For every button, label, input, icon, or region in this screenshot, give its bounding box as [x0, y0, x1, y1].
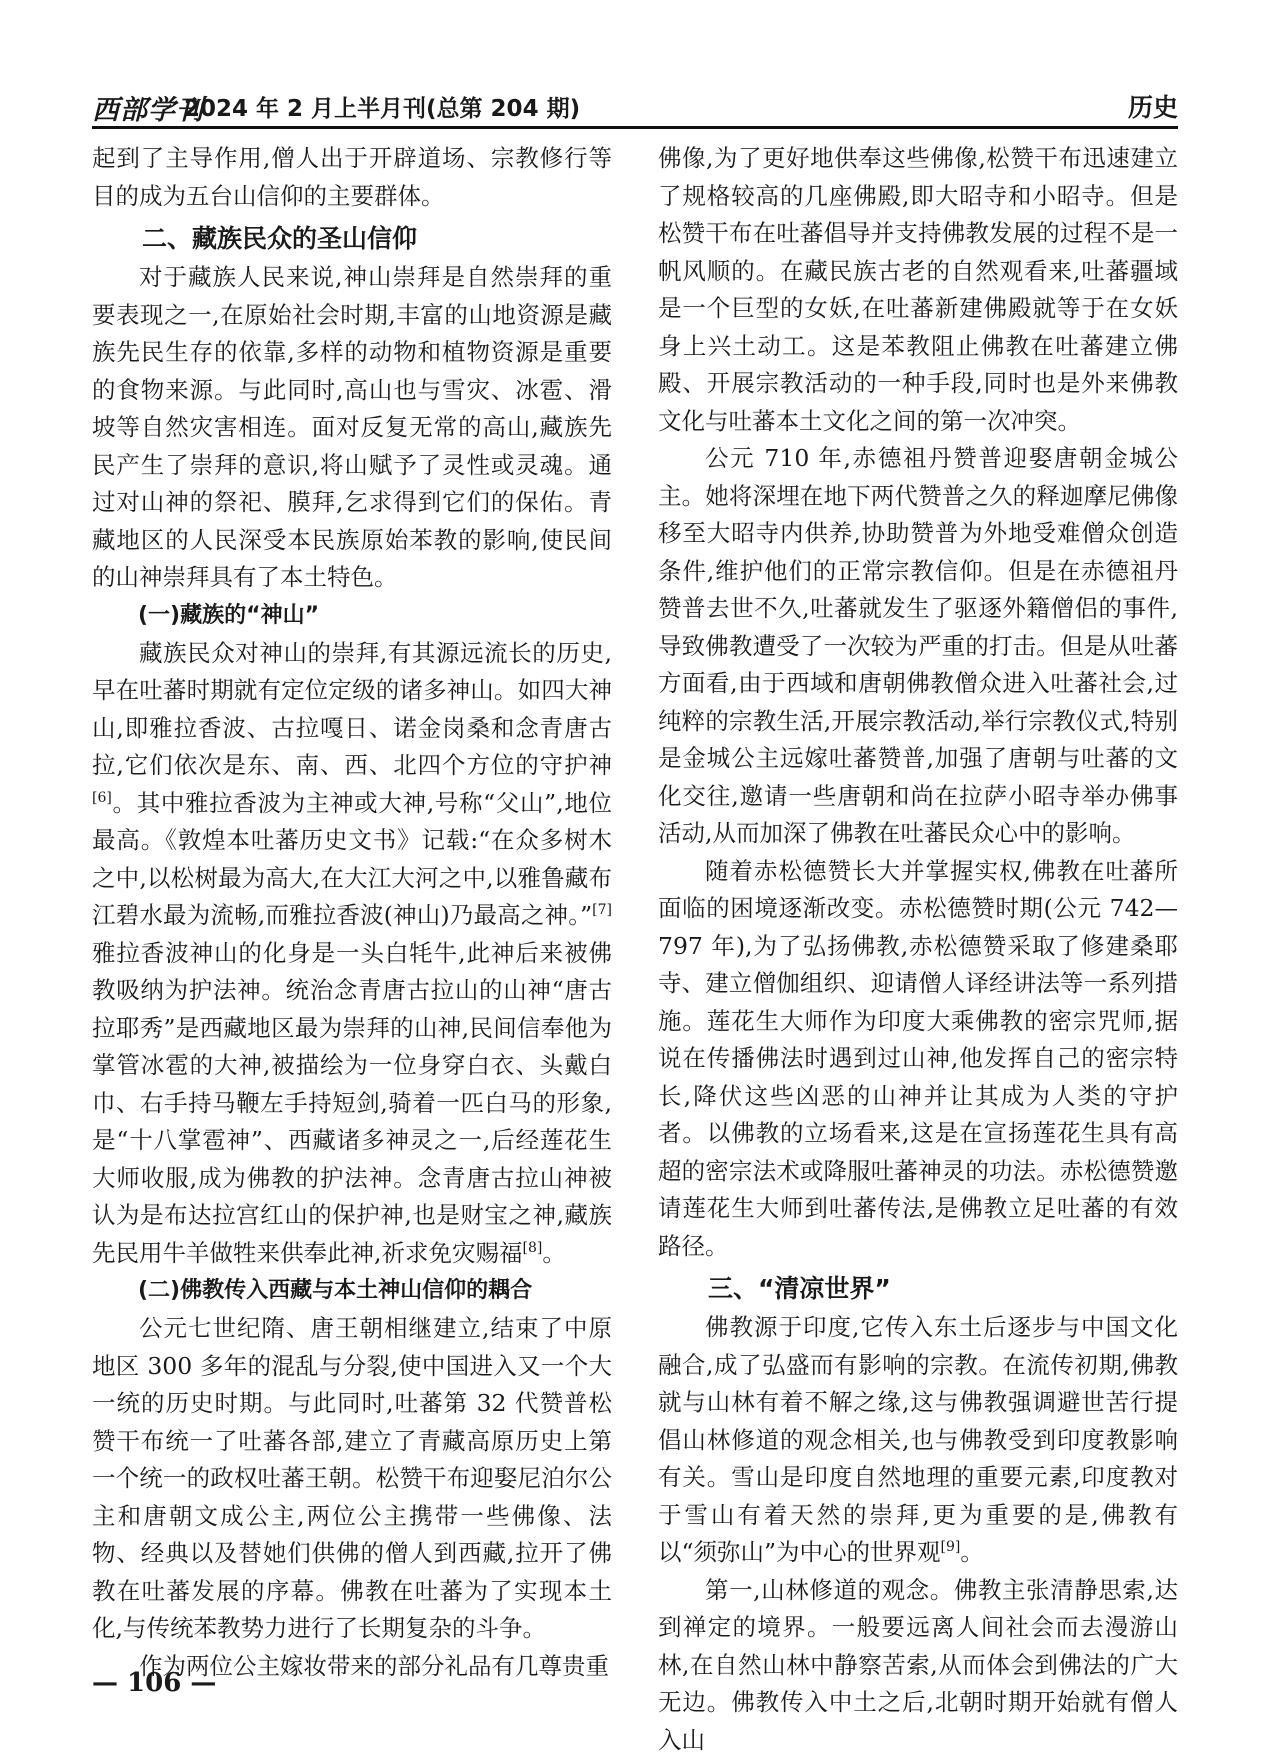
issue-info: 2024 年 2 月上半月刊(总第 204 期) — [184, 90, 580, 123]
paragraph — [658, 1309, 1178, 1572]
paragraph-text: 随着赤松德赞长大并掌握实权,佛教在吐蕃所面临的困境逐渐改变。赤松德赞时期(公元 742—797 年),为了弘扬佛教,赤松德赞采取了修建桑耶寺、建立僧伽组织、迎请僧人译经讲法等一系列措施。莲花生大师作为印度大乘佛教的密宗咒师,据说在传播佛法时遇到过山神,他发挥自己的密宗特长,降伏这些凶恶的山神并让其成为人类的守护者。以佛教的立场看来,这是在宣扬莲花生具有高超的密宗法术或降服吐蕃神灵的功法。赤松德赞邀请莲花生大师到吐蕃传法,是佛教立足吐蕃的有效路径。 — [658, 857, 1178, 1260]
section-heading: 三、“清凉世界” — [658, 1269, 1178, 1309]
paragraph — [658, 853, 1178, 1266]
citation-marker: [9] — [941, 1539, 961, 1555]
journal-logo: 西部学刊 — [92, 88, 204, 127]
paragraph-text: 佛教源于印度,它传入东土后逐步与中国文化融合,成了弘盛而有影响的宗教。在流传初期,佛教就与山林有着不解之缘,这与佛教强调避世苦行提倡山林修道的观念相关,也与佛教受到印度教影响有关。雪山是印度自然地理的重要元素,印度教对于雪山有着天然的崇拜,更为重要的是,佛教有以“须弥山”为中心的世界观 — [658, 1313, 1178, 1566]
paragraph — [92, 635, 612, 1273]
page-number: — 106 — — [92, 1668, 216, 1698]
paragraph — [658, 440, 1178, 853]
paragraph-text: 起到了主导作用,僧人出于开辟道场、宗教修行等目的成为五台山信仰的主要群体。 — [92, 144, 612, 210]
paragraph-text: 。 — [960, 1538, 984, 1566]
paragraph-text: 对于藏族人民来说,神山崇拜是自然崇拜的重要表现之一,在原始社会时期,丰富的山地资源是藏族先民生存的依靠,多样的动物和植物资源是重要的食物来源。与此同时,高山也与雪灾、冰雹、滑坡等自然灾害相连。面对反复无常的高山,藏族先民产生了崇拜的意识,将山赋予了灵性或灵魂。通过对山神的祭祀、膜拜,乞求得到它们的保佑。青藏地区的人民深受本民族原始苯教的影响,使民间的山神崇拜具有了本土特色。 — [92, 263, 612, 591]
citation-marker: [7] — [592, 902, 612, 918]
paragraph — [92, 1310, 612, 1648]
section-heading: 二、藏族民众的圣山信仰 — [92, 219, 612, 259]
right-column — [658, 140, 1178, 1660]
paragraph — [92, 259, 612, 597]
subsection-heading: (一)藏族的“神山” — [92, 597, 612, 635]
paragraph — [658, 1572, 1178, 1759]
paragraph-text: 藏族民众对神山的崇拜,有其源远流长的历史,早在吐蕃时期就有定位定级的诸多神山。如四大神山,即雅拉香波、古拉嘎日、诺金岗桑和念青唐古拉,它们依次是东、南、西、北四个方位的守护神 — [92, 639, 612, 780]
citation-marker: [8] — [522, 1240, 542, 1256]
paragraph — [92, 140, 612, 215]
paragraph-text: 。其中雅拉香波为主神或大神,号称“父山”,地位最高。《敦煌本吐蕃历史文书》记载:“在众多树木之中,以松树最为高大,在大江大河之中,以雅鲁藏布江碧水最为流畅,而雅拉香波(神山)乃最高之神。” — [92, 789, 612, 930]
left-column — [92, 140, 612, 1660]
paragraph-text: 雅拉香波神山的化身是一头白牦牛,此神后来被佛教吸纳为护法神。统治念青唐古拉山的山神“唐古拉耶秀”是西藏地区最为崇拜的山神,民间信奉他为掌管冰雹的大神,被描绘为一位身穿白衣、头戴白巾、右手持马鞭左手持短剑,骑着一匹白马的形象,是“十八掌雹神”、西藏诸多神灵之一,后经莲花生大师收服,成为佛教的护法神。念青唐古拉山神被认为是布达拉宫红山的保护神,也是财宝之神,藏族先民用牛羊做牲来供奉此神,祈求免灾赐福 — [92, 939, 612, 1267]
paragraph — [658, 140, 1178, 440]
paragraph-text: 公元七世纪隋、唐王朝相继建立,结束了中原地区 300 多年的混乱与分裂,使中国进入又一个大一统的历史时期。与此同时,吐蕃第 32 代赞普松赞干布统一了吐蕃各部,建立了青藏高原历史上第一个统一的政权吐蕃王朝。松赞干布迎娶尼泊尔公主和唐朝文成公主,两位公主携带一些佛像、法物、经典以及替她们供佛的僧人到西藏,拉开了佛教在吐蕃发展的序幕。佛教在吐蕃为了实现本土化,与传统苯教势力进行了长期复杂的斗争。 — [92, 1314, 612, 1642]
paragraph-text: 公元 710 年,赤德祖丹赞普迎娶唐朝金城公主。她将深埋在地下两代赞普之久的释迦摩尼佛像移至大昭寺内供养,协助赞普为外地受难僧众创造条件,维护他们的正常宗教信仰。但是在赤德祖丹赞普去世不久,吐蕃就发生了驱逐外籍僧侣的事件,导致佛教遭受了一次较为严重的打击。但是从吐蕃方面看,由于西域和唐朝佛教僧众进入吐蕃社会,过纯粹的宗教生活,开展宗教活动,举行宗教仪式,特别是金城公主远嫁吐蕃赞普,加强了唐朝与吐蕃的文化交往,邀请一些唐朝和尚在拉萨小昭寺举办佛事活动,从而加深了佛教在吐蕃民众心中的影响。 — [658, 444, 1178, 847]
subsection-heading: (二)佛教传入西藏与本土神山信仰的耦合 — [92, 1272, 612, 1310]
paragraph-text: 作为两位公主嫁妆带来的部分礼品有几尊贵重 — [139, 1652, 609, 1680]
section-label: 历史 — [1128, 88, 1178, 124]
paragraph-text: 。 — [542, 1239, 566, 1267]
paragraph-text: 佛像,为了更好地供奉这些佛像,松赞干布迅速建立了规格较高的几座佛殿,即大昭寺和小昭寺。但是松赞干布在吐蕃倡导并支持佛教发展的过程不是一帆风顺的。在藏民族古老的自然观看来,吐蕃疆域是一个巨型的女妖,在吐蕃新建佛殿就等于在女妖身上兴土动工。这是苯教阻止佛教在吐蕃建立佛殿、开展宗教活动的一种手段,同时也是外来佛教文化与吐蕃本土文化之间的第一次冲突。 — [658, 144, 1178, 435]
paragraph-text: 第一,山林修道的观念。佛教主张清静思索,达到禅定的境界。一般要远离人间社会而去漫游山林,在自然山林中静察苦索,从而体会到佛法的广大无边。佛教传入中土之后,北朝时期开始就有僧人入山 — [658, 1576, 1178, 1754]
page-header — [92, 86, 1178, 129]
citation-marker: [6] — [92, 790, 112, 806]
